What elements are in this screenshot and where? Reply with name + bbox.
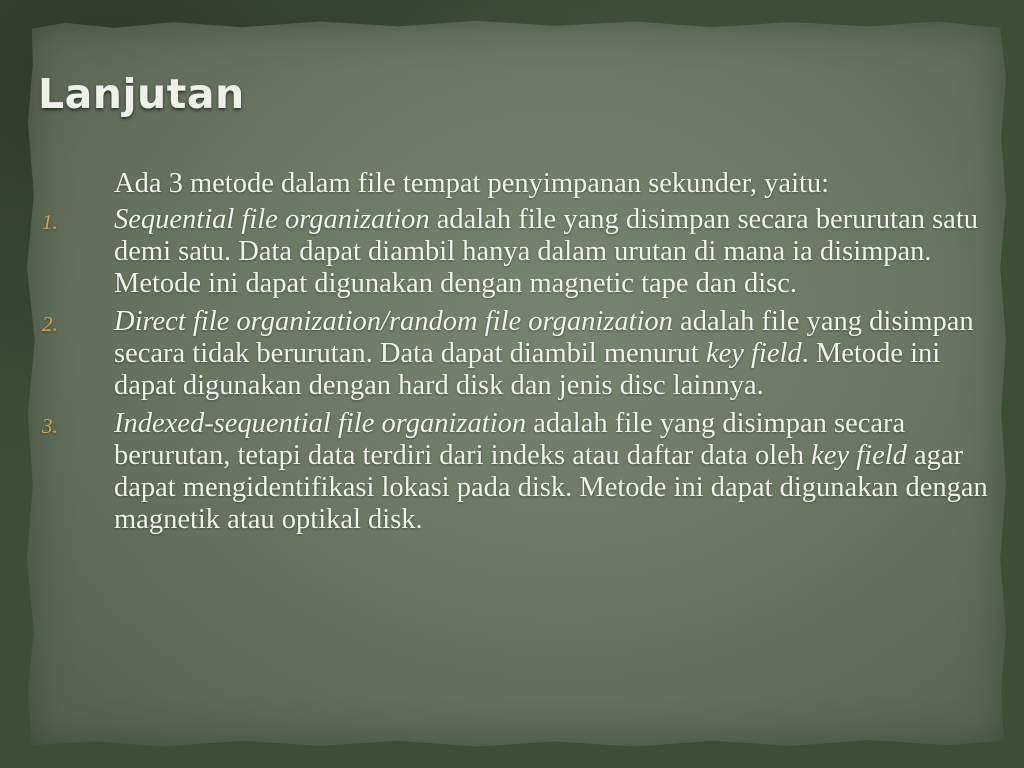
intro-text: Ada 3 metode dalam file tempat penyimpanan sekunder, yaitu: [114, 168, 830, 199]
list-item [40, 408, 1004, 536]
list-item-term: Indexed-sequential file organization [114, 408, 527, 439]
list-item [40, 204, 1004, 300]
list-item-text: adalah file yang disimpan secara berurutan satu demi satu. Data dapat diambil hanya dalam urutan di mana ia disimpan. Metode ini dapat digunakan dengan magnetic tape dan disc. [114, 204, 978, 299]
list-item [40, 306, 1004, 402]
list-item-text: agar dapat mengidentifikasi lokasi pada disk. Metode ini dapat digunakan dengan magnetik atau optikal disk. [114, 440, 988, 535]
list-item-text: . Metode ini dapat digunakan dengan hard disk dan jenis disc lainnya. [114, 338, 941, 401]
slide-title: Lanjutan [38, 70, 245, 118]
slide-body [40, 168, 1000, 542]
list-item-text: adalah file yang disimpan secara berurutan, tetapi data terdiri dari indeks atau daftar data oleh [114, 408, 906, 471]
list-item-number: 1. [42, 210, 58, 234]
list-item-term: key field [811, 440, 907, 471]
list-item-text: adalah file yang disimpan secara tidak berurutan. Data dapat diambil menurut [114, 306, 974, 369]
list-item-term: Sequential file organization [114, 204, 430, 235]
list-item-number: 3. [42, 414, 58, 438]
list-item-number: 2. [42, 312, 58, 336]
list-item-term: Direct file organization/random file organization [114, 306, 673, 337]
numbered-list [40, 204, 1000, 536]
list-item-term: key field [705, 338, 802, 369]
